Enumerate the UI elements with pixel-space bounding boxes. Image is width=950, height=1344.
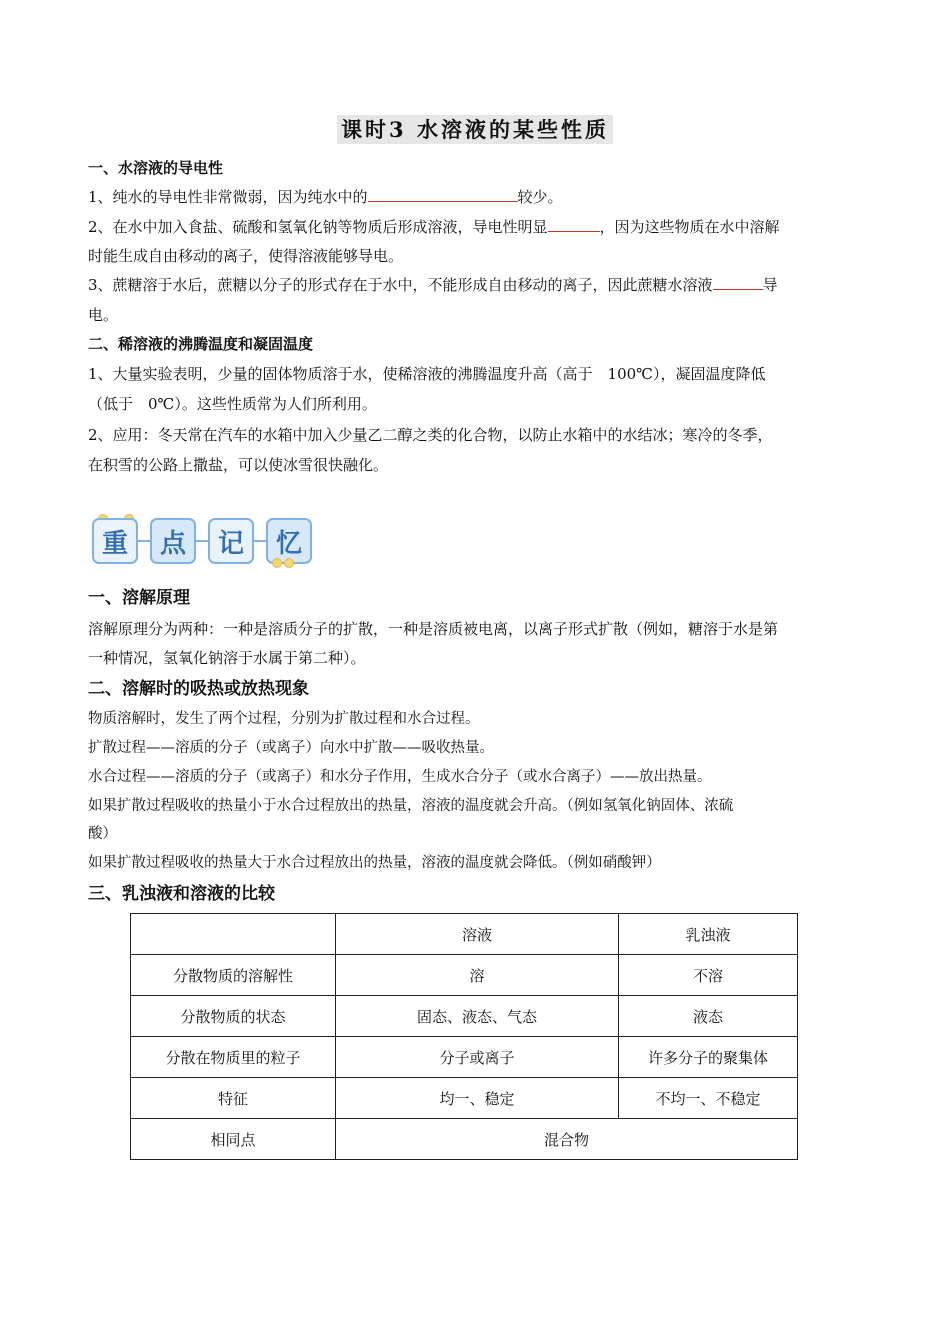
badge-char: 记 <box>208 518 254 564</box>
table-row <box>131 996 798 1037</box>
paragraph-2-2-cont: 在积雪的公路上撒盐，可以使冰雪很快融化。 <box>88 456 389 474</box>
table-cell: 溶 <box>336 955 619 996</box>
comparison-table <box>130 913 798 1160</box>
key2-line: 扩散过程——溶质的分子（或离子）向水中扩散——吸收热量。 <box>88 740 494 756</box>
badge-char: 点 <box>150 518 196 564</box>
paragraph-2-2: 2、应用：冬天常在汽车的水箱中加入少量乙二醇之类的化合物，以防止水箱中的水结冰；寒冷的冬季， <box>88 426 773 444</box>
key-heading-heat: 二、溶解时的吸热或放热现象 <box>88 679 309 699</box>
paragraph-1-3: 3、蔗糖溶于水后，蔗糖以分子的形式存在于水中，不能形成自由移动的离子，因此蔗糖水溶液 导 <box>88 271 868 300</box>
key1-paragraph-cont: 一种情况，氢氧化钠溶于水属于第二种）。 <box>88 649 366 667</box>
table-cell: 分散物质的溶解性 <box>131 955 336 996</box>
paragraph-1-1: 1、纯水的导电性非常微弱，因为纯水中的 较少。 <box>88 183 868 212</box>
table-row <box>131 955 798 996</box>
key1-paragraph: 溶解原理分为两种：一种是溶质分子的扩散，一种是溶质被电离，以离子形式扩散（例如，糖溶于水是第 <box>88 620 779 638</box>
section-heading-conductivity: 一、水溶液的导电性 <box>88 159 224 177</box>
decor-dot <box>272 558 282 568</box>
fill-blank[interactable] <box>713 271 763 290</box>
paragraph-1-2: 2、在水中加入食盐、硫酸和氢氧化钠等物质后形成溶液，导电性明显 ，因为这些物质在水中溶解 <box>88 213 868 242</box>
key2-line: 水合过程——溶质的分子（或离子）和水分子作用，生成水合分子（或水合离子）——放出热量。 <box>88 769 712 785</box>
badge-char: 忆 <box>266 518 312 564</box>
fill-blank[interactable] <box>548 213 600 232</box>
table-cell: 乳浊液 <box>619 914 798 955</box>
table-header-row <box>131 914 798 955</box>
paragraph-2-1-cont: （低于 0℃）。这些性质常为人们所利用。 <box>88 395 377 413</box>
paragraph-2-1: 1、大量实验表明，少量的固体物质溶于水，使稀溶液的沸腾温度升高（高于 100℃），凝固温度降低 <box>88 365 766 383</box>
table-cell: 分散物质的状态 <box>131 996 336 1037</box>
key2-line: 如果扩散过程吸收的热量小于水合过程放出的热量，溶液的温度就会升高。（例如氢氧化钠固体、浓硫 <box>88 798 734 814</box>
badge-char: 重 <box>92 518 138 564</box>
badge-connector <box>254 540 266 542</box>
key-heading-comparison: 三、乳浊液和溶液的比较 <box>88 884 275 904</box>
table-cell: 特征 <box>131 1078 336 1119</box>
key2-line: 如果扩散过程吸收的热量大于水合过程放出的热量，溶液的温度就会降低。（例如硝酸钾） <box>88 855 661 871</box>
badge-connector <box>138 540 150 542</box>
key-heading-dissolution: 一、溶解原理 <box>88 588 190 608</box>
page-title: 课时3 水溶液的某些性质 <box>0 114 950 144</box>
table-cell: 相同点 <box>131 1119 336 1160</box>
table-cell: 分子或离子 <box>336 1037 619 1078</box>
table-row <box>131 1119 798 1160</box>
paragraph-1-3-cont: 电。 <box>88 306 119 324</box>
table-cell: 不溶 <box>619 955 798 996</box>
table-cell: 分散在物质里的粒子 <box>131 1037 336 1078</box>
table-row <box>131 1078 798 1119</box>
table-cell: 不均一、不稳定 <box>619 1078 798 1119</box>
key2-line: 物质溶解时，发生了两个过程，分别为扩散过程和水合过程。 <box>88 711 480 727</box>
section-heading-boiling-freezing: 二、稀溶液的沸腾温度和凝固温度 <box>88 335 314 353</box>
fill-blank[interactable] <box>368 183 518 202</box>
badge-connector <box>196 540 208 542</box>
table-cell: 固态、液态、气态 <box>336 996 619 1037</box>
key2-line: 酸） <box>88 826 117 842</box>
table-row <box>131 1037 798 1078</box>
key-points-badge <box>92 518 322 568</box>
table-cell: 溶液 <box>336 914 619 955</box>
table-cell: 均一、稳定 <box>336 1078 619 1119</box>
table-cell: 许多分子的聚集体 <box>619 1037 798 1078</box>
paragraph-1-2-cont: 时能生成自由移动的离子，使得溶液能够导电。 <box>88 247 404 265</box>
decor-dot <box>284 558 294 568</box>
table-cell: 混合物 <box>336 1119 798 1160</box>
table-cell <box>131 914 336 955</box>
table-cell: 液态 <box>619 996 798 1037</box>
